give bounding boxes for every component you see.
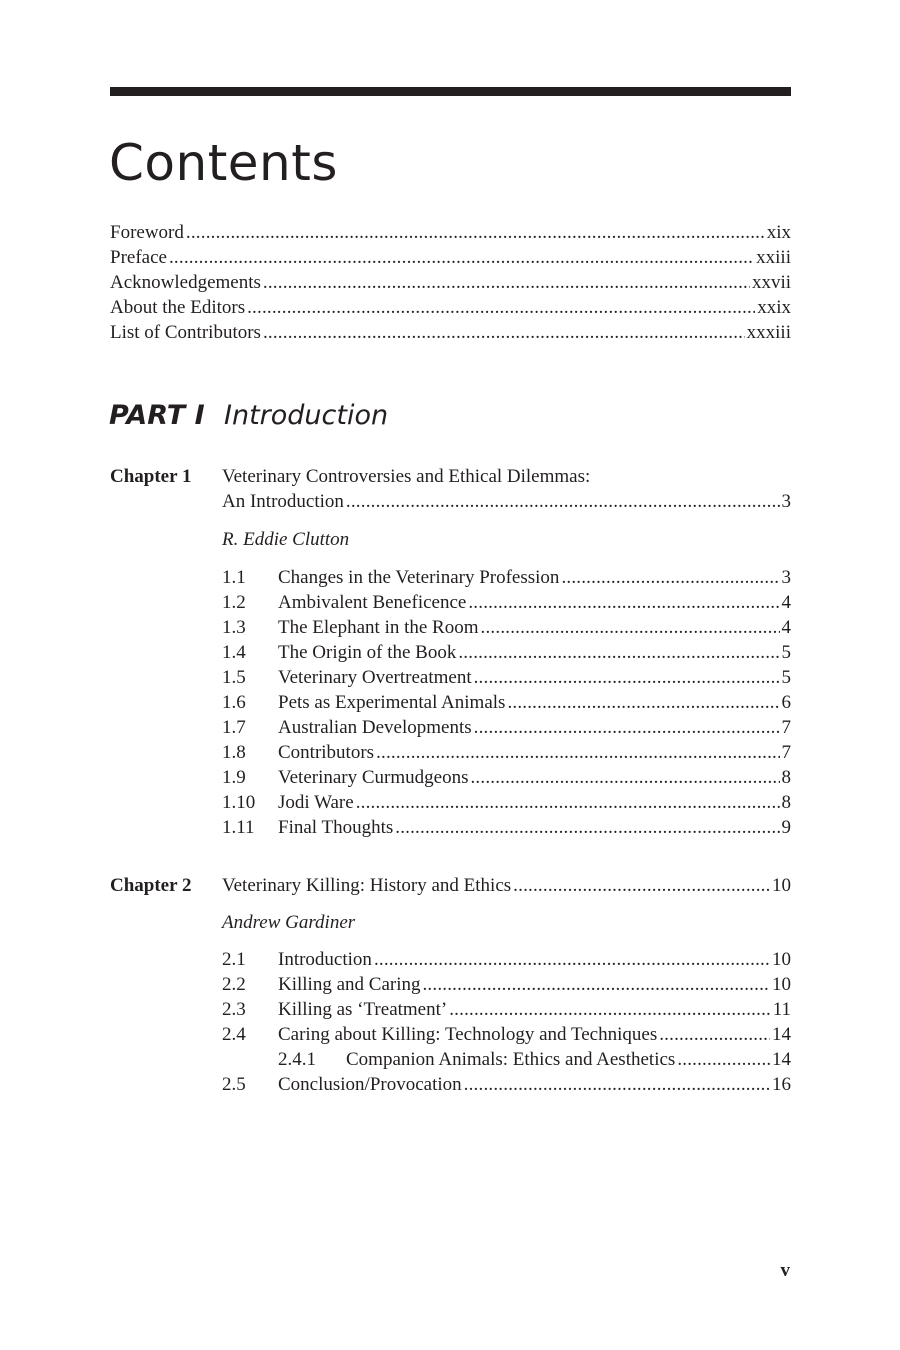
section-number: 1.1 [222,567,246,588]
section-title: Introduction [278,949,372,970]
part-number: PART I [109,400,205,431]
toc-entry-title: About the Editors [110,297,246,318]
section-entry[interactable] [222,740,791,765]
dot-leader [470,765,779,790]
chapter-title-line: Veterinary Controversies and Ethical Dilemmas: [222,466,591,487]
section-page: 10 [772,949,791,970]
section-number: 1.6 [222,692,246,713]
section-page: 16 [772,1074,791,1095]
top-rule [110,87,791,96]
dot-leader [561,565,779,590]
section-entry[interactable] [222,947,791,972]
dot-leader [513,873,770,898]
section-title: Jodi Ware [278,792,354,813]
dot-leader [186,220,765,245]
section-title: Veterinary Overtreatment [278,667,472,688]
chapter-title-entry [222,873,791,898]
toc-entry-page: xxiii [756,247,791,268]
chapter-title-line: An Introduction [222,491,344,512]
front-matter-list [110,220,791,345]
dot-leader [263,320,745,345]
chapter-1-author: R. Eddie Clutton [222,529,350,550]
section-page: 4 [781,592,791,613]
dot-leader [507,690,779,715]
chapter-2-heading[interactable] [222,873,791,898]
dot-leader [374,947,770,972]
section-page: 3 [781,567,791,588]
chapter-2-label: Chapter 2 [110,875,192,896]
toc-entry-page: xxxiii [746,322,791,343]
section-page: 8 [781,792,791,813]
section-page: 10 [772,974,791,995]
section-title: Contributors [278,742,375,763]
section-number: 1.5 [222,667,246,688]
section-page: 7 [781,717,791,738]
toc-entry-acknowledgements[interactable] [110,270,791,295]
section-number: 1.7 [222,717,246,738]
toc-entry-preface[interactable] [110,245,791,270]
chapter-2-author: Andrew Gardiner [222,912,356,933]
subsection-entry[interactable] [222,1047,791,1072]
section-title: Final Thoughts [278,817,394,838]
subsection-title: Companion Animals: Ethics and Aesthetics [346,1049,676,1070]
section-title: The Elephant in the Room [278,617,479,638]
section-entry[interactable] [222,972,791,997]
dot-leader [458,640,779,665]
dot-leader [474,665,780,690]
section-number: 2.3 [222,999,246,1020]
section-title: Conclusion/Provocation [278,1074,462,1095]
toc-entry-title: Preface [110,247,167,268]
section-number: 1.8 [222,742,246,763]
section-page: 14 [772,1024,791,1045]
section-page: 11 [772,999,791,1020]
toc-entry-foreword[interactable] [110,220,791,245]
section-entry[interactable] [222,640,791,665]
dot-leader [376,740,779,765]
dot-leader [263,270,750,295]
dot-leader [468,590,779,615]
section-entry[interactable] [222,997,791,1022]
toc-entry-title: Foreword [110,222,184,243]
section-number: 1.9 [222,767,246,788]
section-entry[interactable] [222,815,791,840]
section-page: 5 [781,667,791,688]
toc-entry-page: xix [766,222,791,243]
section-number: 2.1 [222,949,246,970]
section-page: 4 [781,617,791,638]
subsection-page: 14 [772,1049,791,1070]
dot-leader [169,245,754,270]
toc-entry-about-editors[interactable] [110,295,791,320]
section-number: 2.5 [222,1074,246,1095]
dot-leader [474,715,780,740]
section-entry[interactable] [222,565,791,590]
dot-leader [464,1072,770,1097]
section-entry[interactable] [222,690,791,715]
chapter-1-heading[interactable] [222,464,791,514]
toc-entry-contributors[interactable] [110,320,791,345]
part-heading [109,396,388,436]
section-entry[interactable] [222,665,791,690]
section-entry[interactable] [222,715,791,740]
section-title: Veterinary Curmudgeons [278,767,469,788]
section-entry[interactable] [222,1072,791,1097]
section-number: 1.11 [222,817,255,838]
section-number: 1.2 [222,592,246,613]
toc-entry-title: List of Contributors [110,322,261,343]
section-title: Changes in the Veterinary Profession [278,567,560,588]
chapter-page: 10 [772,875,791,896]
chapter-2-sections [222,947,791,1097]
dot-leader [247,295,755,320]
section-title: Caring about Killing: Technology and Techniques [278,1024,658,1045]
chapter-1-label: Chapter 1 [110,466,192,487]
section-entry[interactable] [222,615,791,640]
section-number: 2.4 [222,1024,246,1045]
chapter-1-sections [222,565,791,840]
section-page: 8 [781,767,791,788]
dot-leader [395,815,779,840]
section-title: Ambivalent Beneficence [278,592,467,613]
section-title: Killing as ‘Treatment’ [278,999,448,1020]
chapter-title-line: Veterinary Killing: History and Ethics [222,875,512,896]
dot-leader [422,972,770,997]
section-entry[interactable] [222,790,791,815]
dot-leader [356,790,780,815]
dot-leader [481,615,780,640]
section-page: 9 [781,817,791,838]
chapter-page: 3 [781,491,791,512]
toc-entry-title: Acknowledgements [110,272,261,293]
part-title: Introduction [224,400,389,431]
dot-leader [346,489,780,514]
section-entry[interactable] [222,1022,791,1047]
section-title: Killing and Caring [278,974,421,995]
section-number: 2.2 [222,974,246,995]
section-title: Pets as Experimental Animals [278,692,506,713]
dot-leader [449,997,770,1022]
section-page: 7 [781,742,791,763]
page-title: Contents [109,134,338,192]
dot-leader [677,1047,770,1072]
section-number: 1.4 [222,642,246,663]
section-entry[interactable] [222,590,791,615]
section-title: The Origin of the Book [278,642,457,663]
page-folio: v [780,1260,790,1281]
chapter-title-entry [222,489,791,514]
section-title: Australian Developments [278,717,472,738]
section-page: 5 [781,642,791,663]
subsection-number: 2.4.1 [278,1049,316,1070]
section-number: 1.3 [222,617,246,638]
toc-entry-page: xxix [757,297,791,318]
dot-leader [659,1022,770,1047]
section-page: 6 [781,692,791,713]
section-entry[interactable] [222,765,791,790]
toc-entry-page: xxvii [751,272,791,293]
section-number: 1.10 [222,792,256,813]
